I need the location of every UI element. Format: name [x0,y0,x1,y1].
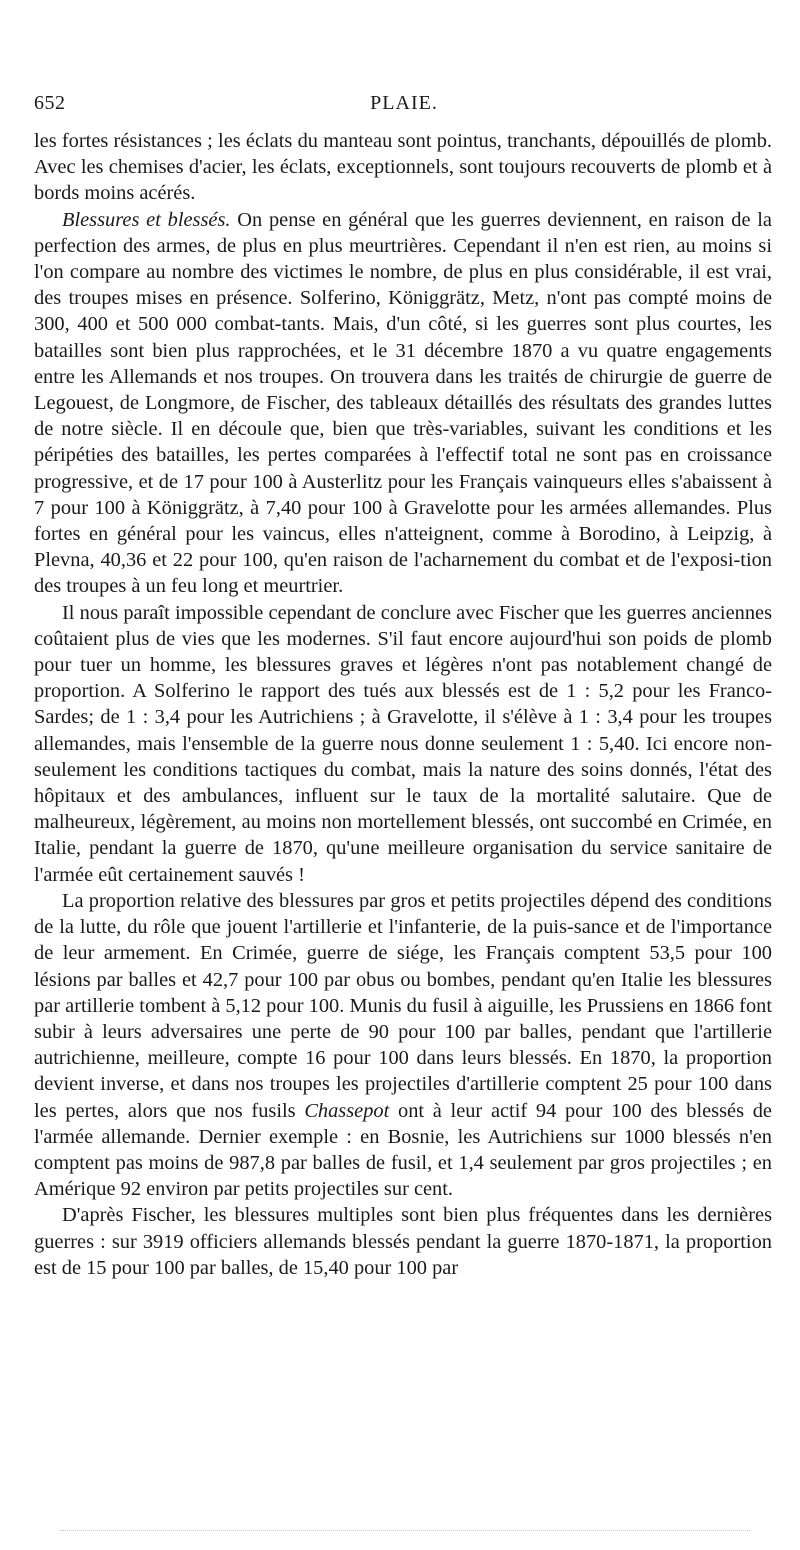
paragraph-fischer-mortality: Il nous paraît impossible cependant de conclure avec Fischer que les guerres anciennes coûtaient plus de vies que les modernes. S'il faut encore aujourd'hui son poids de plomb pour tuer un homme, les blessures graves et légères n'ont pas notablement changé de proportion. A Solferino le rapport des tués aux blessés est de 1 : 5,2 pour les Franco-Sardes; de 1 : 3,4 pour les Autrichiens ; à Gravelotte, il s'élève à 1 : 3,4 pour les troupes allemandes, mais l'ensemble de la guerre nous donne seulement 1 : 5,40. Ici encore non-seulement les conditions tactiques du combat, mais la nature des soins donnés, l'état des hôpitaux et des ambulances, influent sur le taux de la mortalité salutaire. Que de malheureux, légèrement, au moins non mortellement blessés, ont succombé en Crimée, en Italie, pendant la guerre de 1870, qu'une meilleure organisation du service sanitaire de l'armée eût certainement sauvés ! [34,601,772,886]
body-text [34,128,772,1281]
paragraph-multiple-wounds: D'après Fischer, les blessures multiples sont bien plus fréquentes dans les dernières guerres : sur 3919 officiers allemands blessés pendant la guerre 1870-1871, la proportion est de 15 pour 100 par balles, de 15,40 pour 100 par [34,1204,772,1279]
page-number: 652 [34,92,66,114]
paragraph-projectiles [34,888,772,1202]
paragraph-text: La proportion relative des blessures par gros et petits projectiles dépend des conditions de la lutte, du rôle que jouent l'artillerie et l'infanterie, de la puis-sance et de l'importance de leur armement. En Crimée, guerre de siége, les Français comptent 53,5 pour 100 lésions par balles et 42,7 pour 100 par obus ou bombes, pendant qu'en Italie les blessures par artillerie tombent à 5,12 pour 100. Munis du fusil à aiguille, les Prussiens en 1866 font subir à leurs adversaires une perte de 90 pour 100 par balles, pendant que l'artillerie autrichienne, meilleure, compte 16 pour 100 dans leurs blessés. En 1870, la proportion devient inverse, et dans nos troupes les projectiles d'artillerie comptent 25 pour 100 dans les pertes, alors que nos fusils [34,889,772,1122]
paragraph-text: On pense en général que les guerres deviennent, en raison de la perfection des armes, de plus en plus meurtrières. Cependant il n'en est rien, au moins si l'on compare au nombre des victimes le nombre, de plus en plus considérable, il est vrai, des troupes mises en présence. Solferino, Königgrätz, Metz, n'ont pas compté moins de 300, 400 et 500 000 combat-tants. Mais, d'un côté, si les guerres sont plus courtes, les batailles sont bien plus rapprochées, et le 31 décembre 1870 a vu quatre engagements entre les Allemands et nos troupes. On trouvera dans les traités de chirurgie de guerre de Legouest, de Longmore, de Fischer, des tableaux détaillés des résultats des grandes luttes de notre siècle. Il en découle que, bien que très-variables, suivant les conditions et les péripéties des batailles, les pertes comparées à l'effectif total ne sont pas en croissance progressive, et de 17 pour 100 à Austerlitz pour les Français vainqueurs elles s'abaissent à 7 pour 100 à Königgrätz, à 7,40 pour 100 à Gravelotte pour les armées allemandes. Plus fortes en général pour les vaincus, elles n'atteignent, comme à Borodino, à Leipzig, à Plevna, 40,36 et 22 pour 100, qu'en raison de l'acharnement du combat et de l'exposi-tion des troupes à un feu long et meurtrier. [34,208,772,598]
paragraph-wounds-and-wounded [34,207,772,600]
section-heading-wounds: Blessures et blessés. [62,208,231,231]
running-head [34,92,774,122]
italic-term-chassepot: Chassepot [304,1099,390,1122]
bleed-through-line [60,1530,750,1531]
paragraph-text: ont à leur actif 94 pour 100 des blessés de l'armée allemande. Dernier exemple : en Bosnie, les Autrichiens sur 1000 blessés n'en comptent pas moins de 987,8 par balles de fusil, et 1,4 seulement par gros projectiles ; en Amérique 92 environ par petits projectiles sur cent. [34,1099,772,1201]
page-title: PLAIE. [370,92,438,114]
paragraph-continuation: les fortes résistances ; les éclats du manteau sont pointus, tranchants, dépouillés de plomb. Avec les chemises d'acier, les éclats, exceptionnels, sont toujours recouverts de plomb et à bords moins acérés. [34,130,772,205]
